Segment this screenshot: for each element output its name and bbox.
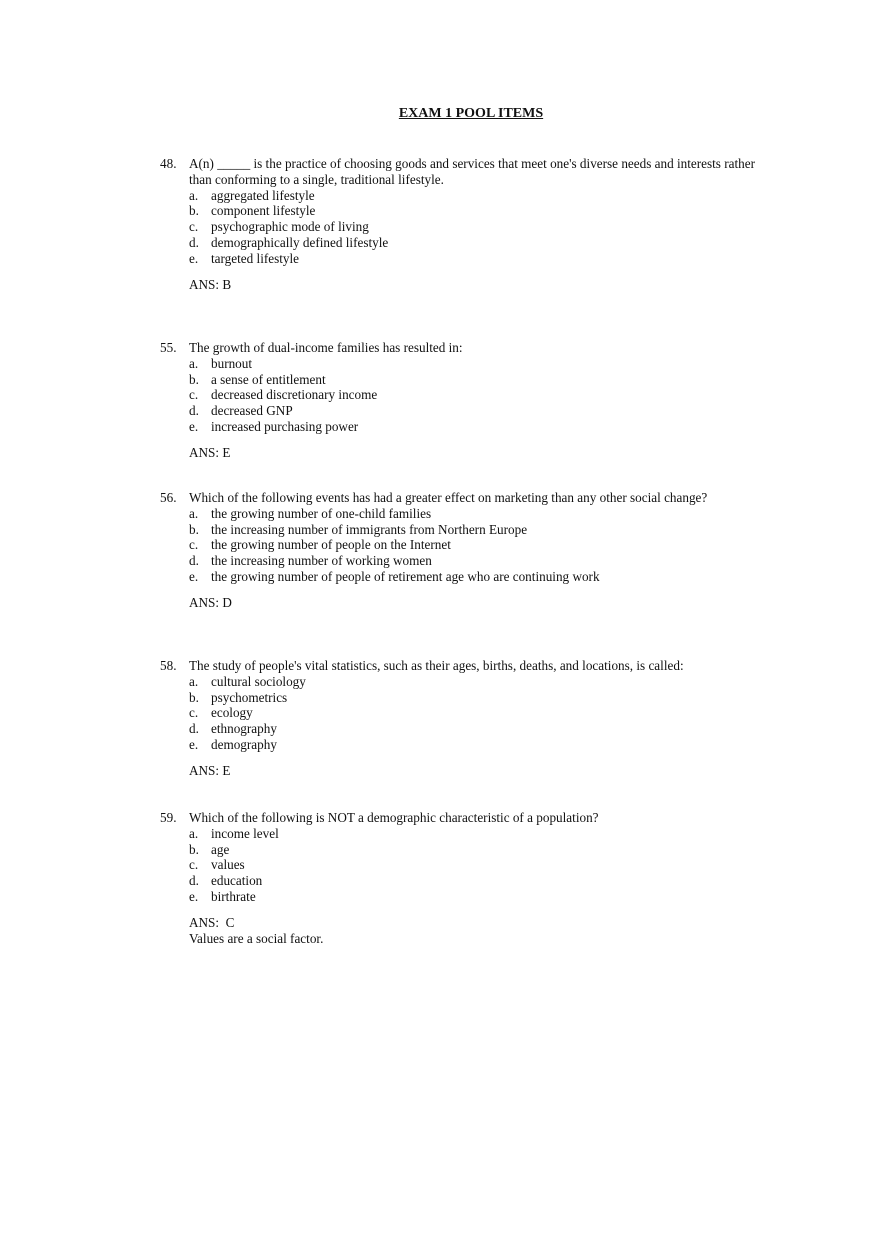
option-b (160, 690, 760, 706)
option-letter: a. (189, 825, 199, 841)
answer-line (160, 763, 760, 779)
answer-text: ANS: D (189, 594, 232, 610)
option-letter: e. (189, 250, 199, 266)
question-text: Which of the following events has had a greater effect on marketing than any other social change? (189, 490, 708, 505)
page-title (0, 105, 880, 123)
question-text: A(n) _____ is the practice of choosing goods and services that meet one's diverse needs and interests rather than conforming to a single, traditional lifestyle. (189, 156, 755, 187)
answer-text: ANS: C (189, 914, 235, 930)
option-c (160, 387, 760, 403)
option-d (160, 873, 760, 889)
option-a (160, 188, 760, 204)
option-a (160, 826, 760, 842)
answer-line (160, 277, 760, 293)
option-list (160, 188, 760, 267)
answer-line (160, 445, 760, 461)
option-list (160, 356, 760, 435)
option-text: aggregated lifestyle (211, 187, 315, 203)
question-number: 56. (160, 490, 177, 505)
answer-text: ANS: E (189, 762, 231, 778)
option-text: demographically defined lifestyle (211, 234, 389, 250)
option-text: the growing number of one-child families (211, 505, 432, 521)
option-letter: c. (189, 705, 199, 721)
option-letter: e. (189, 736, 199, 752)
page-title-text: EXAM 1 POOL ITEMS (398, 106, 544, 121)
question-stem (160, 658, 760, 674)
option-text: cultural sociology (211, 673, 306, 689)
option-c (160, 705, 760, 721)
question-number: 55. (160, 340, 177, 355)
question-48 (160, 156, 760, 292)
option-letter: d. (189, 234, 199, 250)
option-b (160, 372, 760, 388)
option-letter: e. (189, 418, 199, 434)
option-text: targeted lifestyle (211, 250, 300, 266)
question-text: The study of people's vital statistics, such as their ages, births, deaths, and locations, is called: (189, 658, 684, 673)
option-e (160, 889, 760, 905)
option-list (160, 826, 760, 905)
option-text: demography (211, 736, 277, 752)
option-text: a sense of entitlement (211, 371, 326, 387)
answer-text: ANS: B (189, 276, 232, 292)
option-b (160, 842, 760, 858)
option-c (160, 219, 760, 235)
option-letter: a. (189, 187, 199, 203)
option-letter: a. (189, 355, 199, 371)
option-text: increased purchasing power (211, 418, 359, 434)
option-e (160, 251, 760, 267)
option-text: the growing number of people of retirement age who are continuing work (211, 568, 600, 584)
option-text: psychographic mode of living (211, 219, 369, 235)
option-letter: e. (189, 888, 199, 904)
option-c (160, 857, 760, 873)
option-list (160, 674, 760, 753)
option-d (160, 553, 760, 569)
option-text: component lifestyle (211, 203, 316, 219)
option-b (160, 203, 760, 219)
question-number: 48. (160, 156, 177, 171)
option-list (160, 506, 760, 585)
option-e (160, 569, 760, 585)
option-c (160, 537, 760, 553)
question-59 (160, 810, 760, 946)
option-text: the increasing number of immigrants from Northern Europe (211, 521, 528, 537)
option-letter: e. (189, 568, 199, 584)
option-letter: b. (189, 689, 199, 705)
question-stem (160, 340, 760, 356)
answer-line (160, 595, 760, 611)
option-letter: a. (189, 505, 199, 521)
option-text: ecology (211, 705, 253, 721)
option-letter: c. (189, 537, 199, 553)
question-number: 58. (160, 658, 177, 673)
option-letter: b. (189, 203, 199, 219)
question-text: The growth of dual-income families has resulted in: (189, 340, 463, 355)
question-text: Which of the following is NOT a demographic characteristic of a population? (189, 810, 599, 825)
option-e (160, 419, 760, 435)
option-letter: a. (189, 673, 199, 689)
option-e (160, 737, 760, 753)
option-letter: c. (189, 387, 199, 403)
option-text: birthrate (211, 888, 256, 904)
option-letter: b. (189, 521, 199, 537)
option-text: the growing number of people on the Internet (211, 537, 451, 553)
option-text: education (211, 873, 263, 889)
question-stem (160, 810, 760, 826)
option-letter: d. (189, 553, 199, 569)
option-d (160, 403, 760, 419)
option-text: psychometrics (211, 689, 288, 705)
question-number: 59. (160, 810, 177, 825)
question-stem (160, 490, 760, 506)
answer-text: ANS: E (189, 444, 231, 460)
option-text: values (211, 857, 245, 873)
option-text: income level (211, 825, 279, 841)
option-letter: c. (189, 857, 199, 873)
option-b (160, 522, 760, 538)
option-letter: d. (189, 403, 199, 419)
option-a (160, 506, 760, 522)
option-text: age (211, 841, 230, 857)
option-d (160, 721, 760, 737)
question-58 (160, 658, 760, 779)
question-55 (160, 340, 760, 461)
option-letter: c. (189, 219, 199, 235)
option-text: burnout (211, 355, 253, 371)
option-letter: d. (189, 873, 199, 889)
option-text: decreased discretionary income (211, 387, 378, 403)
answer-line (160, 915, 760, 931)
option-letter: d. (189, 721, 199, 737)
option-text: the increasing number of working women (211, 553, 432, 569)
option-a (160, 356, 760, 372)
answer-explanation: Values are a social factor. (189, 930, 324, 946)
question-56 (160, 490, 760, 611)
option-d (160, 235, 760, 251)
option-letter: b. (189, 371, 199, 387)
option-text: decreased GNP (211, 403, 293, 419)
option-text: ethnography (211, 721, 277, 737)
option-letter: b. (189, 841, 199, 857)
option-a (160, 674, 760, 690)
question-stem (160, 156, 760, 188)
